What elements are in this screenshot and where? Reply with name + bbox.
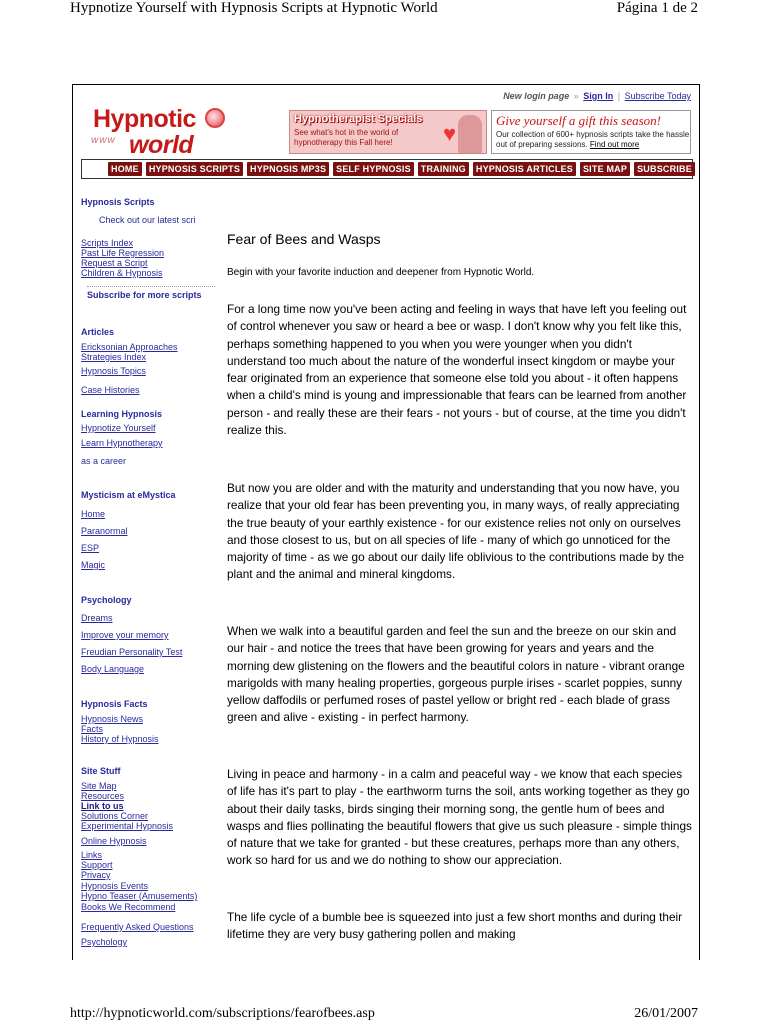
logo-www: www — [91, 135, 116, 146]
sidebar-item-solutions[interactable]: Solutions Corner — [81, 811, 149, 821]
sidebar-heading-psychology: Psychology — [81, 595, 132, 605]
globe-icon — [205, 108, 225, 128]
sidebar-item-past-life[interactable]: Past Life Regression — [81, 248, 165, 258]
sidebar-item-home[interactable]: Home — [81, 509, 106, 519]
sidebar-item-strategies[interactable]: Strategies Index — [81, 352, 147, 362]
article-paragraph: Living in peace and harmony - in a calm and peaceful way - we know that each species of life has it's part to play - the earthworm turns the soil, ants working together as they go about their daily tasks, birds singing their morning song, the gentle hum of bees and wasps and flies pollinating the beautiful flowers that give us such pleasure - simple things of nature that we take for granted - but these creatures, perhaps more than any others, work so hard for us and we do nothing to show our appreciation. — [227, 767, 692, 868]
gift-season-banner[interactable] — [491, 110, 691, 154]
sidebar-item-site-map[interactable]: Site Map — [81, 781, 117, 791]
sign-in-link[interactable]: Sign In — [583, 91, 614, 101]
main-nav — [81, 159, 693, 179]
sidebar-item-teaser[interactable]: Hypno Teaser (Amusements) — [81, 891, 198, 901]
sidebar-item-paranormal[interactable]: Paranormal — [81, 526, 128, 536]
sidebar-item-topics[interactable]: Hypnosis Topics — [81, 366, 146, 376]
nav-training[interactable]: TRAINING — [418, 162, 469, 176]
sidebar-item-scripts-index[interactable]: Scripts Index — [81, 238, 134, 248]
sidebar-item-history[interactable]: History of Hypnosis — [81, 734, 159, 744]
sidebar-item-magic[interactable]: Magic — [81, 560, 106, 570]
gift-banner-text — [496, 130, 690, 150]
subscribe-today-link[interactable]: Subscribe Today — [624, 91, 691, 101]
sidebar-item-events[interactable]: Hypnosis Events — [81, 881, 149, 891]
hypnotic-world-logo[interactable] — [91, 105, 231, 159]
sidebar-item-facts[interactable]: Facts — [81, 724, 104, 734]
sidebar-item-psychology[interactable]: Psychology — [81, 937, 128, 947]
sidebar-item-request-script[interactable]: Request a Script — [81, 258, 148, 268]
sidebar-heading-site: Site Stuff — [81, 766, 121, 776]
separator: | — [617, 91, 621, 101]
sidebar-heading-learning: Learning Hypnosis — [81, 409, 163, 419]
latest-scripts-link[interactable]: Check out our latest scri — [99, 215, 196, 225]
sidebar-item-ericksonian[interactable]: Ericksonian Approaches — [81, 342, 178, 352]
article-paragraph: But now you are older and with the maturity and understanding that you now have, you realize that your old fear has been preventing you, in many ways, of really appreciating the true beauty of your earthly existence - for our existence relies not only on ourselves and those closest to us, but on all species of life - many of which go unnoticed for the majority of time - as we go about our daily life oblivious to the contributions made by the plant and the animal and mineral kingdoms. — [227, 481, 685, 582]
sidebar-item-dreams[interactable]: Dreams — [81, 613, 113, 623]
print-page-number: Página 1 de 2 — [616, 0, 698, 16]
article-paragraph: For a long time now you've been acting and feeling in ways that have left you feeling out of control whenever you saw or heard a bee or wasp. I don't know why you felt like this, perhaps something happened to you when you were younger when you didn't understand too much about the nature of the wonderful insect kingdom or maybe your fear originated from an experience that someone else told you about - it often happens when a child's mind is young and impressionable that fears can be learned from another person - and really these are their fears - not yours - but of course, at the time you didn't realize this. — [227, 302, 687, 438]
find-out-more-link[interactable]: Find out more — [589, 140, 640, 149]
sidebar-item-privacy[interactable]: Privacy — [81, 870, 111, 880]
sidebar-item-resources[interactable]: Resources — [81, 791, 125, 801]
sidebar-item-esp[interactable]: ESP — [81, 543, 100, 553]
nav-site-map[interactable]: SITE MAP — [580, 162, 630, 176]
logo-line-world: world — [129, 131, 194, 159]
print-page-url: http://hypnoticworld.com/subscriptions/fearofbees.asp — [70, 1006, 375, 1021]
sidebar-heading-articles: Articles — [81, 327, 115, 337]
new-login-label: New login page — [503, 91, 570, 101]
gift-banner-body: Our collection of 600+ hypnosis scripts take the hassle out of preparing sessions. — [496, 130, 690, 149]
article-paragraph: When we walk into a beautiful garden and feel the sun and the breeze on our skin and our hair - and notice the trees that have been growing for years and years and the morning dew glistening on the flowers and the beautiful colors in nature - vibrant orange marigolds with many healing properties, gorgeous purple irises - scarlet poppies, sunny yellow daffodils or perfumed roses of pastel yellow or bright red - each blade of grass green and alive - existing - in perfect harmony. — [227, 624, 685, 725]
sidebar-item-body-language[interactable]: Body Language — [81, 664, 145, 674]
sidebar-item-hypnotize-yourself[interactable]: Hypnotize Yourself — [81, 423, 156, 433]
sidebar-heading-scripts: Hypnosis Scripts — [81, 197, 155, 207]
print-date: 26/01/2007 — [634, 1006, 698, 1021]
person-photo — [458, 115, 482, 153]
sidebar-item-online[interactable]: Online Hypnosis — [81, 836, 147, 846]
sidebar-item-experimental[interactable]: Experimental Hypnosis — [81, 821, 174, 831]
sidebar-item-freudian[interactable]: Freudian Personality Test — [81, 647, 183, 657]
sidebar-heading-mysticism: Mysticism at eMystica — [81, 490, 176, 500]
nav-home[interactable]: HOME — [108, 162, 142, 176]
sidebar-item-memory[interactable]: Improve your memory — [81, 630, 169, 640]
sidebar-item-case-histories[interactable]: Case Histories — [81, 385, 140, 395]
sidebar-item-faq[interactable]: Frequently Asked Questions — [81, 922, 194, 932]
print-header — [0, 0, 768, 20]
nav-subscribe[interactable]: SUBSCRIBE — [634, 162, 695, 176]
web-page-frame — [72, 84, 700, 960]
sidebar-item-support[interactable]: Support — [81, 860, 113, 870]
heart-icon: ♥ — [442, 121, 456, 146]
sidebar-heading-facts: Hypnosis Facts — [81, 699, 148, 709]
nav-hypnosis-articles[interactable]: HYPNOSIS ARTICLES — [473, 162, 576, 176]
top-links — [503, 91, 691, 101]
nav-hypnosis-scripts[interactable]: HYPNOSIS SCRIPTS — [146, 162, 243, 176]
nav-hypnosis-mp3s[interactable]: HYPNOSIS MP3S — [247, 162, 329, 176]
specials-banner-title: Hypnotherapist Specials — [294, 113, 423, 125]
arrow-icon: » — [573, 91, 579, 101]
print-footer — [0, 1006, 768, 1024]
article-paragraph: The life cycle of a bumble bee is squeezed into just a few short months and during their lifetime they are very busy gathering pollen and making — [227, 910, 683, 942]
sidebar-career-text: as a career — [81, 456, 127, 466]
sidebar-item-children[interactable]: Children & Hypnosis — [81, 268, 163, 278]
sidebar-item-books[interactable]: Books We Recommend — [81, 902, 176, 912]
sidebar-item-links[interactable]: Links — [81, 850, 103, 860]
print-page-title: Hypnotize Yourself with Hypnosis Scripts at Hypnotic World — [70, 0, 438, 16]
gift-banner-title: Give yourself a gift this season! — [496, 113, 662, 128]
sidebar-item-link-to-us[interactable]: Link to us — [81, 801, 124, 811]
sidebar-item-news[interactable]: Hypnosis News — [81, 714, 144, 724]
hypnotherapist-specials-banner[interactable] — [289, 110, 487, 154]
nav-self-hypnosis[interactable]: SELF HYPNOSIS — [333, 162, 414, 176]
article-title: Fear of Bees and Wasps — [227, 231, 381, 247]
subscribe-more-scripts-link[interactable]: Subscribe for more scripts — [87, 286, 215, 300]
specials-banner-text: See what's hot in the world of hypnotherapy this Fall here! — [294, 128, 399, 147]
article-intro: Begin with your favorite induction and deepener from Hypnotic World. — [227, 267, 535, 278]
logo-line-hypnotic: Hypnotic — [93, 105, 196, 133]
sidebar-item-learn-hypnotherapy[interactable]: Learn Hypnotherapy — [81, 438, 163, 448]
